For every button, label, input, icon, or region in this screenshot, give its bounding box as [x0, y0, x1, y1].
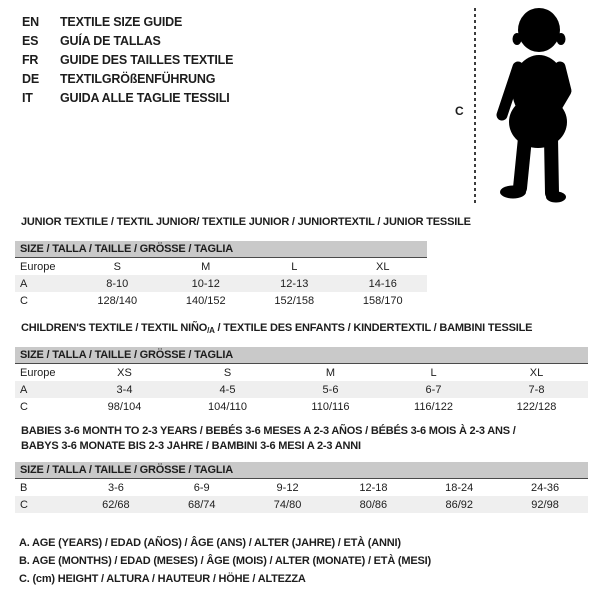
cell: 98/104	[107, 400, 142, 413]
language-row-en	[22, 12, 233, 31]
babies-table-title	[21, 424, 516, 454]
size-header-label: SIZE / TALLA / TAILLE / GRÖSSE / TAGLIA	[15, 241, 427, 258]
cell: 8-10	[73, 275, 162, 292]
row-label: C	[15, 496, 73, 513]
note-height-cm: C. (cm) HEIGHT / ALTURA / HAUTEUR / HÖHE / ALTEZZA	[19, 573, 306, 585]
cell: 18-24	[445, 481, 474, 494]
cell: 9-12	[276, 481, 299, 494]
size-header-label: SIZE / TALLA / TAILLE / GRÖSSE / TAGLIA	[15, 462, 588, 479]
title-line-2: BABYS 3-6 MONATE BIS 2-3 JAHRE / BAMBINI 3-6 MESI A 2-3 ANNI	[21, 440, 361, 452]
cell: 68/74	[159, 496, 245, 513]
childrens-size-table	[15, 347, 588, 415]
cell: 4-5	[176, 381, 279, 398]
cell: 92/98	[502, 496, 588, 513]
row-label: B	[20, 481, 28, 494]
language-code: ES	[22, 33, 39, 48]
size-header-row	[15, 462, 588, 479]
row-label: Europe	[20, 366, 56, 379]
language-row-es	[22, 31, 233, 50]
row-label: C	[20, 294, 28, 307]
language-row-fr	[22, 50, 233, 69]
cell: XL	[376, 260, 390, 273]
table-row	[15, 258, 427, 276]
junior-table-title: JUNIOR TEXTILE / TEXTIL JUNIOR/ TEXTILE JUNIOR / JUNIORTEXTIL / JUNIOR TESSILE	[21, 216, 471, 228]
language-title: GUIDA ALLE TAGLIE TESSILI	[60, 90, 230, 105]
table-row	[15, 381, 588, 398]
cell: 24-36	[531, 481, 560, 494]
cell: XL	[529, 366, 544, 379]
cell: L	[291, 260, 298, 273]
cell: 116/122	[414, 400, 453, 413]
cell: 10-12	[162, 275, 251, 292]
cell: 6-7	[382, 381, 485, 398]
junior-size-table	[15, 241, 427, 309]
cell: 128/140	[97, 294, 138, 307]
cell: 3-6	[107, 481, 124, 494]
legend-notes	[19, 534, 431, 588]
size-header-label: SIZE / TALLA / TAILLE / GRÖSSE / TAGLIA	[15, 347, 588, 364]
cell: 3-4	[73, 381, 176, 398]
language-row-de	[22, 69, 233, 88]
note-age-years: A. AGE (YEARS) / EDAD (AÑOS) / ÂGE (ANS) / ALTER (JAHRE) / ETÀ (ANNI)	[19, 537, 401, 549]
height-measure-dashed-line	[474, 8, 476, 206]
babies-size-table	[15, 462, 588, 513]
cell: M	[201, 260, 211, 273]
table-row	[15, 496, 588, 513]
height-measure-label: C	[455, 104, 464, 118]
cell: M	[325, 366, 336, 379]
language-row-it	[22, 88, 233, 107]
table-row	[15, 398, 588, 415]
language-code: FR	[22, 52, 39, 67]
language-code: EN	[22, 14, 39, 29]
language-code: IT	[22, 90, 33, 105]
language-title: TEXTILE SIZE GUIDE	[60, 14, 183, 29]
cell: 62/68	[73, 496, 159, 513]
language-code: DE	[22, 71, 39, 86]
cell: 86/92	[416, 496, 502, 513]
size-header-row	[15, 347, 588, 364]
cell: 12-13	[250, 275, 339, 292]
cell: 74/80	[245, 496, 331, 513]
baby-silhouette-icon	[487, 5, 587, 205]
childrens-table-title	[21, 321, 532, 338]
note-age-months: B. AGE (MONTHS) / EDAD (MESES) / ÂGE (MOIS) / ALTER (MONATE) / ETÀ (MESI)	[19, 555, 431, 567]
cell: 12-18	[359, 481, 388, 494]
size-header-row	[15, 241, 427, 258]
row-label: A	[15, 381, 73, 398]
cell: 14-16	[339, 275, 428, 292]
cell: 110/116	[311, 400, 350, 413]
title-text: / TEXTILE DES ENFANTS / KINDERTEXTIL / BAMBINI TESSILE	[214, 322, 533, 334]
cell: 80/86	[330, 496, 416, 513]
row-label: A	[15, 275, 73, 292]
title-subscript: /A	[207, 326, 215, 335]
cell: S	[113, 260, 121, 273]
language-title: TEXTILGRÖßENFÜHRUNG	[60, 71, 216, 86]
cell: S	[223, 366, 232, 379]
title-text: CHILDREN'S TEXTILE / TEXTIL NIÑO	[21, 322, 208, 334]
cell: XS	[117, 366, 132, 379]
table-row	[15, 364, 588, 382]
language-title: GUÍA DE TALLAS	[60, 33, 161, 48]
language-legend	[22, 12, 233, 107]
cell: 158/170	[362, 294, 403, 307]
table-row	[15, 479, 588, 497]
cell: 6-9	[193, 481, 210, 494]
row-label: Europe	[20, 260, 56, 273]
cell: L	[430, 366, 437, 379]
cell: 140/152	[185, 294, 226, 307]
cell: 122/128	[516, 400, 557, 413]
row-label: C	[20, 400, 28, 413]
cell: 104/110	[208, 400, 247, 413]
cell: 7-8	[485, 381, 588, 398]
table-row	[15, 275, 427, 292]
table-row	[15, 292, 427, 309]
cell: 152/158	[274, 294, 315, 307]
language-title: GUIDE DES TAILLES TEXTILE	[60, 52, 234, 67]
title-line-1: BABIES 3-6 MONTH TO 2-3 YEARS / BEBÉS 3-6 MESES A 2-3 AÑOS / BÉBÉS 3-6 MOIS À 2-3 ANS /	[21, 425, 516, 437]
cell: 5-6	[279, 381, 382, 398]
